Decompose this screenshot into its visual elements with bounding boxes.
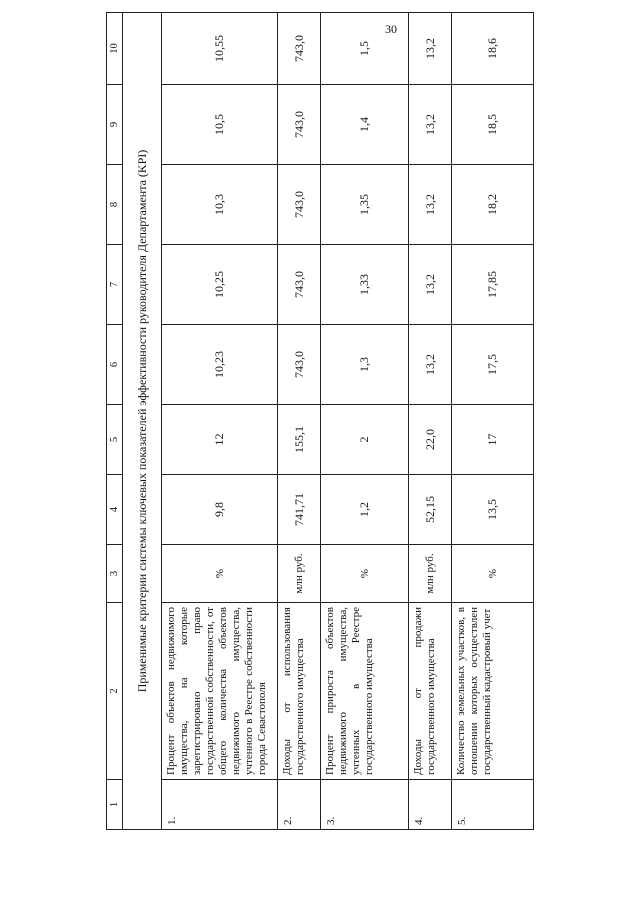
row-number: 5. — [452, 780, 534, 830]
value-cell: 13,2 — [409, 165, 452, 245]
row-number: 2. — [278, 780, 321, 830]
row-number: 3. — [321, 780, 409, 830]
header-cell: 3 — [107, 545, 123, 603]
unit-cell: млн руб. — [278, 545, 321, 603]
unit-cell: % — [452, 545, 534, 603]
value-cell: 10,3 — [162, 165, 278, 245]
header-cell: 6 — [107, 325, 123, 405]
value-cell: 13,2 — [409, 13, 452, 85]
header-row — [107, 13, 123, 830]
value-cell: 10,23 — [162, 325, 278, 405]
table-row — [452, 13, 534, 830]
header-cell: 8 — [107, 165, 123, 245]
header-cell: 7 — [107, 245, 123, 325]
value-cell: 18,5 — [452, 85, 534, 165]
value-cell: 13,5 — [452, 475, 534, 545]
value-cell: 9,8 — [162, 475, 278, 545]
indicator-name: Доходы от продажи государственного имущества — [409, 603, 452, 780]
header-cell: 10 — [107, 13, 123, 85]
header-cell: 1 — [107, 780, 123, 830]
row-number: 1. — [162, 780, 278, 830]
table-title: Применимые критерии системы ключевых показателей эффективности руководителя Департамента (KPI) — [123, 13, 162, 830]
value-cell: 13,2 — [409, 325, 452, 405]
page-number: 30 — [385, 22, 397, 36]
value-cell: 1,2 — [321, 475, 409, 545]
table-row — [278, 13, 321, 830]
indicator-name: Процент объектов недвижимого имущества, на которые зарегистрировано право государственной собственности, от общего количества объектов недвижимого имущества, учтенного в Реестре собственности города Севастополя — [162, 603, 278, 780]
indicator-name: Доходы от использования государственного имущества — [278, 603, 321, 780]
value-cell: 1,5 — [321, 13, 409, 85]
unit-cell: % — [162, 545, 278, 603]
indicator-name: Процент прироста объектов недвижимого имущества, учтенных в Реестре государственного имущества — [321, 603, 409, 780]
rotated-table-wrapper — [106, 35, 534, 830]
row-number: 4. — [409, 780, 452, 830]
value-cell: 743,0 — [278, 245, 321, 325]
value-cell: 18,2 — [452, 165, 534, 245]
indicator-name: Количество земельных участков, в отношении которых осуществлен государственный кадастровый учет — [452, 603, 534, 780]
value-cell: 52,15 — [409, 475, 452, 545]
value-cell: 1,4 — [321, 85, 409, 165]
header-cell: 2 — [107, 603, 123, 780]
header-cell: 4 — [107, 475, 123, 545]
value-cell: 155,1 — [278, 405, 321, 475]
value-cell: 1,3 — [321, 325, 409, 405]
value-cell: 743,0 — [278, 325, 321, 405]
value-cell: 12 — [162, 405, 278, 475]
table-row — [321, 13, 409, 830]
value-cell: 18,6 — [452, 13, 534, 85]
value-cell: 1,33 — [321, 245, 409, 325]
header-cell: 9 — [107, 85, 123, 165]
value-cell: 743,0 — [278, 85, 321, 165]
table-row — [162, 13, 278, 830]
header-cell: 5 — [107, 405, 123, 475]
unit-cell: млн руб. — [409, 545, 452, 603]
kpi-table — [106, 12, 534, 830]
value-cell: 10,25 — [162, 245, 278, 325]
value-cell: 1,35 — [321, 165, 409, 245]
value-cell: 10,5 — [162, 85, 278, 165]
value-cell: 2 — [321, 405, 409, 475]
value-cell: 17 — [452, 405, 534, 475]
value-cell: 17,5 — [452, 325, 534, 405]
value-cell: 17,85 — [452, 245, 534, 325]
value-cell: 13,2 — [409, 85, 452, 165]
unit-cell: % — [321, 545, 409, 603]
table-row — [409, 13, 452, 830]
value-cell: 13,2 — [409, 245, 452, 325]
value-cell: 22,0 — [409, 405, 452, 475]
value-cell: 743,0 — [278, 13, 321, 85]
value-cell: 10,55 — [162, 13, 278, 85]
value-cell: 743,0 — [278, 165, 321, 245]
value-cell: 741,71 — [278, 475, 321, 545]
title-row — [123, 13, 162, 830]
